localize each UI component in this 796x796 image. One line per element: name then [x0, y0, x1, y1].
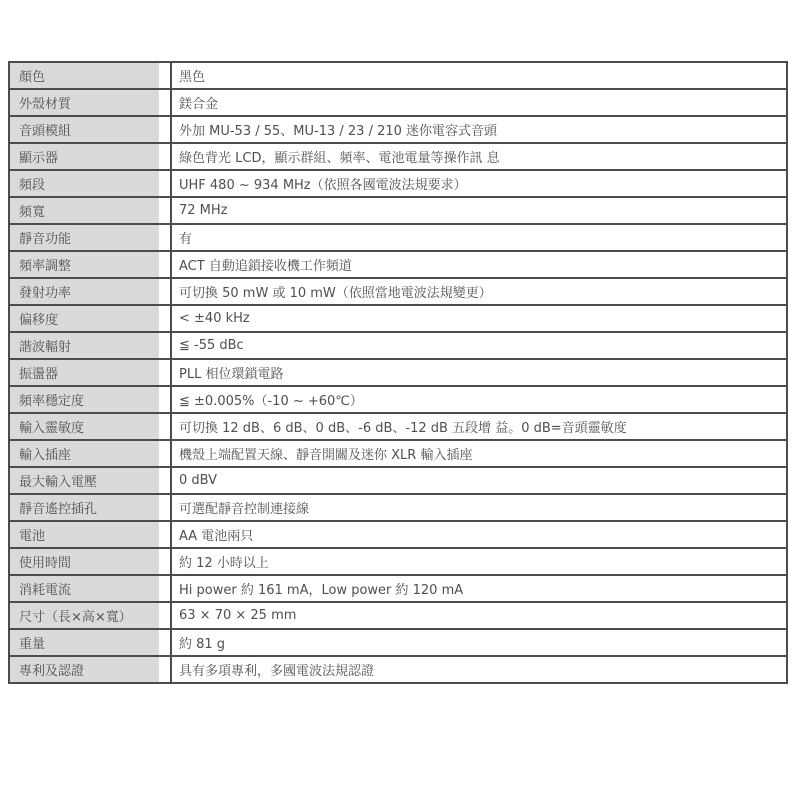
spec-label-cell: 使用時間 [9, 548, 171, 575]
table-row [9, 575, 787, 602]
table-row [9, 170, 787, 197]
table-row [9, 494, 787, 521]
spec-value-cell: UHF 480 ~ 934 MHz（依照各國電波法規要求） [171, 170, 787, 197]
spec-value-cell: 黑色 [171, 62, 787, 89]
table-row [9, 251, 787, 278]
spec-label-cell: 最大輸入電壓 [9, 467, 171, 494]
table-row [9, 89, 787, 116]
spec-label-cell: 頻率穩定度 [9, 386, 171, 413]
spec-value-cell: 綠色背光 LCD，顯示群組、頻率、電池電量等操作訊 息 [171, 143, 787, 170]
spec-label-cell: 頻寬 [9, 197, 171, 224]
spec-value-cell: 可切換 50 mW 或 10 mW（依照當地電波法規變更） [171, 278, 787, 305]
table-row [9, 143, 787, 170]
spec-value-cell: 約 12 小時以上 [171, 548, 787, 575]
spec-value-cell: 約 81 g [171, 629, 787, 656]
spec-value-cell: PLL 相位環鎖電路 [171, 359, 787, 386]
spec-label-cell: 頻率調整 [9, 251, 171, 278]
spec-label-cell: 重量 [9, 629, 171, 656]
table-row [9, 278, 787, 305]
table-row [9, 413, 787, 440]
spec-label-cell: 靜音功能 [9, 224, 171, 251]
spec-value-cell: 有 [171, 224, 787, 251]
table-row [9, 467, 787, 494]
table-row [9, 305, 787, 332]
table-row [9, 62, 787, 89]
spec-label-cell: 外殼材質 [9, 89, 171, 116]
table-row [9, 548, 787, 575]
spec-label-cell: 發射功率 [9, 278, 171, 305]
spec-label-cell: 靜音遙控插孔 [9, 494, 171, 521]
table-row [9, 440, 787, 467]
spec-label-cell: 偏移度 [9, 305, 171, 332]
spec-label-cell: 消耗電流 [9, 575, 171, 602]
table-row [9, 386, 787, 413]
spec-label-cell: 諧波輻射 [9, 332, 171, 359]
spec-label-cell: 音頭模組 [9, 116, 171, 143]
spec-label-cell: 顯示器 [9, 143, 171, 170]
spec-value-cell: Hi power 約 161 mA，Low power 約 120 mA [171, 575, 787, 602]
spec-value-cell: 鎂合金 [171, 89, 787, 116]
spec-value-cell: 72 MHz [171, 197, 787, 224]
spec-label-cell: 尺寸（長×高×寬） [9, 602, 171, 629]
spec-value-cell: < ±40 kHz [171, 305, 787, 332]
spec-value-cell: 機殼上端配置天線、靜音開關及迷你 XLR 輸入插座 [171, 440, 787, 467]
spec-value-cell: 外加 MU-53 / 55、MU-13 / 23 / 210 迷你電容式音頭 [171, 116, 787, 143]
spec-value-cell: 63 × 70 × 25 mm [171, 602, 787, 629]
spec-label-cell: 輸入靈敏度 [9, 413, 171, 440]
table-row [9, 332, 787, 359]
spec-value-cell: 具有多項專利，多國電波法規認證 [171, 656, 787, 683]
spec-value-cell: ACT 自動追鎖接收機工作頻道 [171, 251, 787, 278]
spec-label-cell: 專利及認證 [9, 656, 171, 683]
table-row [9, 629, 787, 656]
table-row [9, 116, 787, 143]
spec-value-cell: 0 dBV [171, 467, 787, 494]
spec-label-cell: 輸入插座 [9, 440, 171, 467]
spec-label-cell: 頻段 [9, 170, 171, 197]
spec-label-cell: 顏色 [9, 62, 171, 89]
spec-value-cell: ≦ ±0.005%（-10 ~ +60℃） [171, 386, 787, 413]
table-row [9, 521, 787, 548]
spec-value-cell: ≦ -55 dBc [171, 332, 787, 359]
spec-value-cell: 可切換 12 dB、6 dB、0 dB、-6 dB、-12 dB 五段增 益。0 dB=音頭靈敏度 [171, 413, 787, 440]
table-row [9, 602, 787, 629]
spec-value-cell: 可選配靜音控制連接線 [171, 494, 787, 521]
spec-label-cell: 電池 [9, 521, 171, 548]
spec-table-body [9, 62, 787, 683]
table-row [9, 656, 787, 683]
spec-value-cell: AA 電池兩只 [171, 521, 787, 548]
table-row [9, 197, 787, 224]
table-row [9, 359, 787, 386]
spec-label-cell: 振盪器 [9, 359, 171, 386]
table-row [9, 224, 787, 251]
product-spec-table [8, 61, 788, 684]
